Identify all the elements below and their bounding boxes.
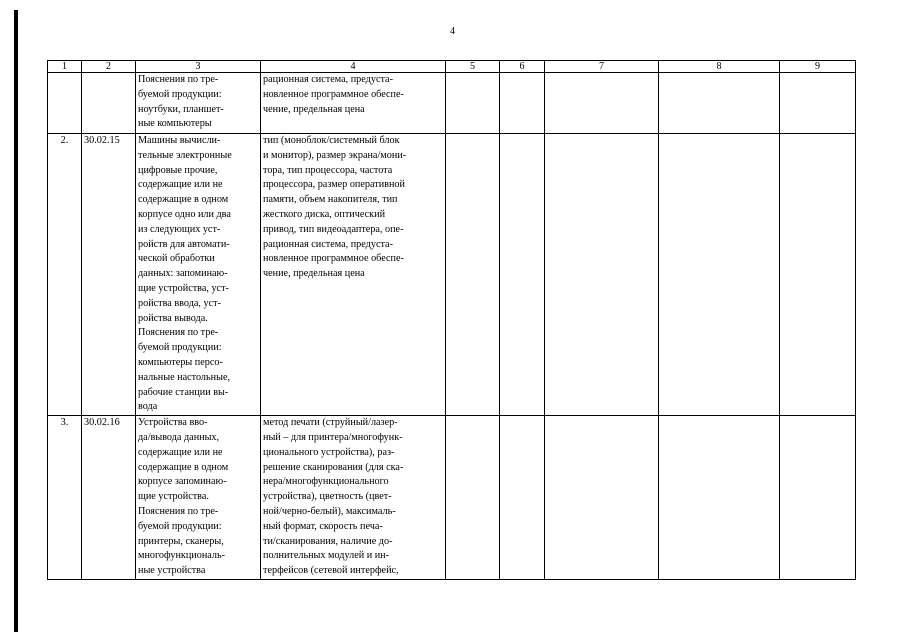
okpd-code: 30.02.16 — [82, 416, 136, 580]
empty-cell — [545, 134, 659, 416]
empty-cell — [780, 416, 856, 580]
okpd-code: 30.02.15 — [82, 134, 136, 416]
row-number: 3. — [48, 416, 82, 580]
product-characteristics: тип (моноблок/системный блок и монитор), размер экрана/мони- тора, тип процессора, частота процессора, размер оперативной памяти, объем накопителя, тип жесткого диска, оптический привод, тип видеоадаптера, опе- рационная система, предуста- новленное программное обеспе- чение, предельная цена — [261, 134, 446, 416]
product-name: Пояснения по тре- буемой продукции: ноутбуки, планшет- ные компьютеры — [136, 73, 261, 134]
specification-table — [47, 60, 856, 580]
product-characteristics: рационная система, предуста- новленное программное обеспе- чение, предельная цена — [261, 73, 446, 134]
table-row — [48, 73, 856, 134]
header-col-1: 1 — [48, 61, 82, 73]
product-characteristics: метод печати (струйный/лазер- ный – для принтера/многофунк- ционального устройства), раз- решение сканирования (для ска- нера/многофункционального устройства), цветность (цвет- ной/черно-белый), максималь- ный формат, скорость печа- ти/сканирования, наличие до- полнительных модулей и ин- терфейсов (сетевой интерфейс, — [261, 416, 446, 580]
empty-cell — [500, 73, 545, 134]
empty-cell — [659, 73, 780, 134]
header-col-2: 2 — [82, 61, 136, 73]
header-col-3: 3 — [136, 61, 261, 73]
empty-cell — [446, 134, 500, 416]
header-col-8: 8 — [659, 61, 780, 73]
left-margin-bar — [14, 10, 18, 632]
empty-cell — [500, 416, 545, 580]
header-row — [48, 61, 856, 73]
product-name: Устройства вво- да/вывода данных, содержащие или не содержащие в одном корпусе запоминаю- щие устройства. Пояснения по тре- буемой продукции: принтеры, сканеры, многофункциональ- ные устройства — [136, 416, 261, 580]
empty-cell — [780, 73, 856, 134]
product-name: Машины вычисли- тельные электронные цифровые прочие, содержащие или не содержащие в одном корпусе одно или два из следующих уст- ройств для автомати- ческой обработки данных: запоминаю- щие устройства, уст- ройства ввода, уст- ройства вывода. Пояснения по тре- буемой продукции: компьютеры персо- нальные настольные, рабочие станции вы- вода — [136, 134, 261, 416]
okpd-code — [82, 73, 136, 134]
empty-cell — [545, 73, 659, 134]
header-col-6: 6 — [500, 61, 545, 73]
header-col-4: 4 — [261, 61, 446, 73]
header-col-7: 7 — [545, 61, 659, 73]
page-number: 4 — [450, 26, 455, 37]
header-col-5: 5 — [446, 61, 500, 73]
row-number — [48, 73, 82, 134]
empty-cell — [446, 73, 500, 134]
empty-cell — [446, 416, 500, 580]
empty-cell — [545, 416, 659, 580]
empty-cell — [659, 416, 780, 580]
empty-cell — [780, 134, 856, 416]
table-row — [48, 134, 856, 416]
empty-cell — [500, 134, 545, 416]
header-col-9: 9 — [780, 61, 856, 73]
row-number: 2. — [48, 134, 82, 416]
empty-cell — [659, 134, 780, 416]
table-row — [48, 416, 856, 580]
